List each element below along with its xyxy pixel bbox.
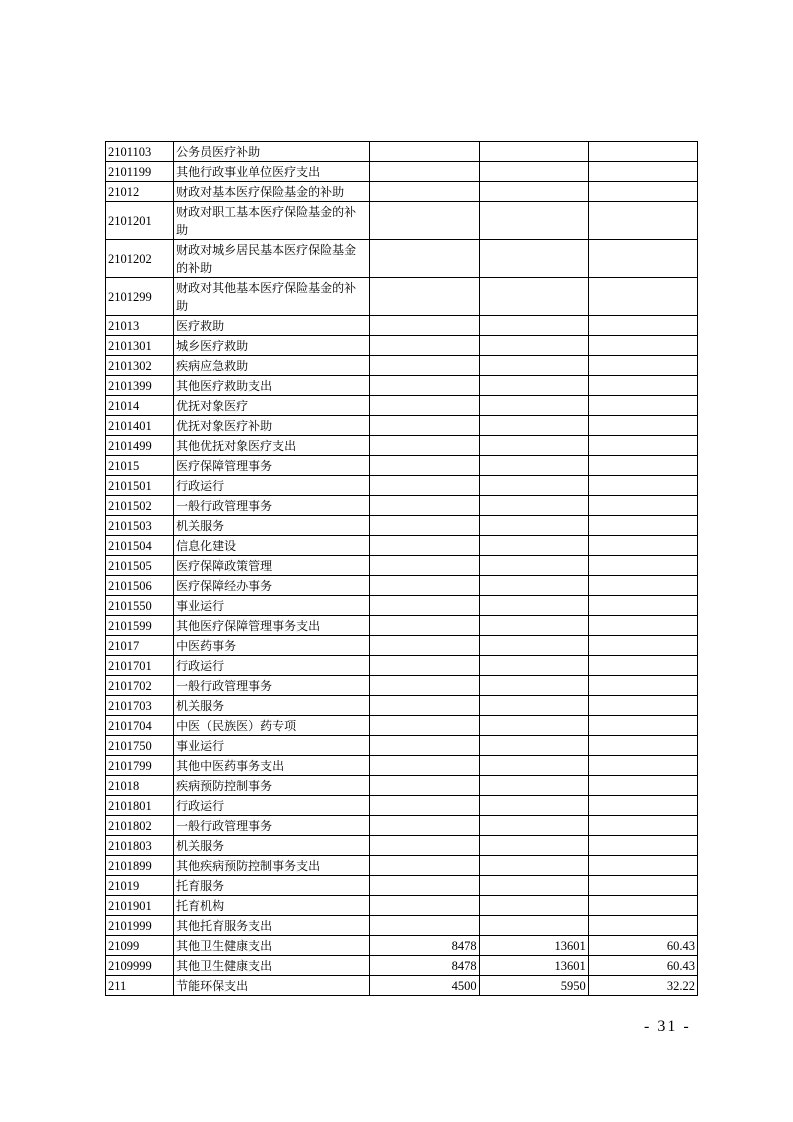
subject-name-cell: 公务员医疗补助 [174,142,370,162]
value-1-cell [370,536,479,556]
subject-code-cell: 2101299 [106,278,174,316]
subject-name-cell: 财政对其他基本医疗保险基金的补助 [174,278,370,316]
table-row [106,636,698,656]
value-3-cell [588,656,697,676]
subject-name-cell: 疾病预防控制事务 [174,776,370,796]
value-2-cell: 5950 [479,976,588,996]
budget-table [105,141,698,996]
subject-name-cell: 机关服务 [174,696,370,716]
page-number: - 31 - [644,1018,691,1035]
value-2-cell [479,162,588,182]
value-3-cell [588,162,697,182]
value-1-cell [370,696,479,716]
value-2-cell [479,896,588,916]
subject-name-cell: 行政运行 [174,656,370,676]
subject-code-cell: 2101302 [106,356,174,376]
subject-code-cell: 2101550 [106,596,174,616]
value-2-cell [479,816,588,836]
subject-code-cell: 2101201 [106,202,174,240]
value-1-cell [370,142,479,162]
value-2-cell [479,336,588,356]
value-2-cell [479,142,588,162]
table-row [106,240,698,278]
table-row [106,356,698,376]
subject-code-cell: 2101704 [106,716,174,736]
subject-code-cell: 2101999 [106,916,174,936]
subject-code-cell: 2101801 [106,796,174,816]
subject-code-cell: 2101799 [106,756,174,776]
table-row [106,476,698,496]
value-3-cell [588,596,697,616]
value-3-cell [588,278,697,316]
value-2-cell [479,776,588,796]
table-row [106,536,698,556]
subject-code-cell: 21017 [106,636,174,656]
value-1-cell [370,636,479,656]
table-row [106,516,698,536]
subject-code-cell: 2101202 [106,240,174,278]
subject-code-cell: 2101103 [106,142,174,162]
value-3-cell [588,240,697,278]
value-2-cell [479,556,588,576]
value-3-cell [588,696,697,716]
subject-code-cell: 2101901 [106,896,174,916]
subject-name-cell: 财政对基本医疗保险基金的补助 [174,182,370,202]
table-row [106,976,698,996]
table-row [106,142,698,162]
value-1-cell [370,182,479,202]
value-1-cell [370,616,479,636]
table-row [106,756,698,776]
subject-name-cell: 其他医疗救助支出 [174,376,370,396]
value-2-cell [479,316,588,336]
value-1-cell [370,596,479,616]
subject-name-cell: 行政运行 [174,796,370,816]
value-1-cell [370,162,479,182]
value-1-cell: 8478 [370,956,479,976]
subject-name-cell: 其他优抚对象医疗支出 [174,436,370,456]
subject-name-cell: 中医药事务 [174,636,370,656]
table-row [106,676,698,696]
value-1-cell [370,796,479,816]
table-row [106,736,698,756]
value-1-cell [370,240,479,278]
value-2-cell [479,916,588,936]
value-3-cell [588,836,697,856]
value-1-cell [370,376,479,396]
subject-name-cell: 优抚对象医疗 [174,396,370,416]
budget-table-body [106,142,698,996]
table-row [106,556,698,576]
table-row [106,336,698,356]
value-2-cell [479,516,588,536]
table-row [106,916,698,936]
subject-code-cell: 2101503 [106,516,174,536]
value-1-cell [370,756,479,776]
value-1-cell [370,436,479,456]
value-3-cell [588,496,697,516]
value-3-cell [588,396,697,416]
value-1-cell [370,776,479,796]
table-row [106,396,698,416]
subject-name-cell: 医疗保障经办事务 [174,576,370,596]
subject-code-cell: 2101750 [106,736,174,756]
subject-name-cell: 一般行政管理事务 [174,816,370,836]
value-3-cell [588,776,697,796]
table-row [106,816,698,836]
value-2-cell [479,396,588,416]
value-2-cell [479,436,588,456]
value-3-cell [588,436,697,456]
value-2-cell [479,796,588,816]
value-3-cell [588,416,697,436]
subject-name-cell: 优抚对象医疗补助 [174,416,370,436]
subject-name-cell: 财政对职工基本医疗保险基金的补助 [174,202,370,240]
value-3-cell [588,896,697,916]
subject-name-cell: 其他卫生健康支出 [174,956,370,976]
subject-code-cell: 2101803 [106,836,174,856]
subject-name-cell: 其他行政事业单位医疗支出 [174,162,370,182]
subject-code-cell: 2101401 [106,416,174,436]
table-row [106,956,698,976]
value-3-cell: 32.22 [588,976,697,996]
value-2-cell [479,836,588,856]
subject-code-cell: 2101399 [106,376,174,396]
table-row [106,836,698,856]
value-2-cell [479,876,588,896]
subject-name-cell: 城乡医疗救助 [174,336,370,356]
value-1-cell [370,278,479,316]
value-2-cell [479,356,588,376]
value-1-cell [370,816,479,836]
value-1-cell [370,416,479,436]
subject-name-cell: 医疗救助 [174,316,370,336]
subject-code-cell: 2101599 [106,616,174,636]
subject-code-cell: 21014 [106,396,174,416]
subject-code-cell: 21018 [106,776,174,796]
subject-code-cell: 21015 [106,456,174,476]
value-2-cell [479,182,588,202]
value-2-cell [479,636,588,656]
value-1-cell [370,336,479,356]
subject-code-cell: 2101301 [106,336,174,356]
value-2-cell [479,536,588,556]
value-1-cell [370,476,479,496]
value-1-cell [370,656,479,676]
subject-code-cell: 21019 [106,876,174,896]
value-2-cell [479,656,588,676]
subject-name-cell: 其他医疗保障管理事务支出 [174,616,370,636]
table-row [106,856,698,876]
value-3-cell [588,676,697,696]
value-3-cell [588,376,697,396]
value-2-cell [479,856,588,876]
subject-code-cell: 2101504 [106,536,174,556]
value-2-cell [479,676,588,696]
subject-name-cell: 机关服务 [174,516,370,536]
value-1-cell [370,516,479,536]
value-1-cell [370,556,479,576]
value-1-cell [370,876,479,896]
table-row [106,456,698,476]
subject-name-cell: 医疗保障政策管理 [174,556,370,576]
subject-code-cell: 2101199 [106,162,174,182]
value-3-cell [588,536,697,556]
value-3-cell: 60.43 [588,936,697,956]
table-row [106,202,698,240]
subject-name-cell: 节能环保支出 [174,976,370,996]
value-2-cell [479,202,588,240]
table-row [106,656,698,676]
value-1-cell [370,316,479,336]
value-3-cell [588,796,697,816]
table-row [106,182,698,202]
value-2-cell [479,456,588,476]
subject-name-cell: 信息化建设 [174,536,370,556]
table-row [106,876,698,896]
subject-code-cell: 2101802 [106,816,174,836]
value-2-cell [479,756,588,776]
value-1-cell: 4500 [370,976,479,996]
value-1-cell [370,456,479,476]
table-row [106,616,698,636]
subject-name-cell: 中医（民族医）药专项 [174,716,370,736]
table-row [106,376,698,396]
table-row [106,796,698,816]
subject-name-cell: 其他中医药事务支出 [174,756,370,776]
value-2-cell [479,616,588,636]
subject-name-cell: 其他疾病预防控制事务支出 [174,856,370,876]
subject-name-cell: 托育机构 [174,896,370,916]
value-3-cell [588,202,697,240]
table-row [106,496,698,516]
value-3-cell [588,716,697,736]
table-row [106,162,698,182]
value-1-cell [370,856,479,876]
value-3-cell [588,456,697,476]
value-2-cell: 13601 [479,936,588,956]
subject-code-cell: 2101505 [106,556,174,576]
subject-name-cell: 财政对城乡居民基本医疗保险基金的补助 [174,240,370,278]
table-row [106,776,698,796]
value-1-cell [370,202,479,240]
value-1-cell [370,576,479,596]
value-1-cell [370,716,479,736]
subject-code-cell: 2101506 [106,576,174,596]
table-row [106,416,698,436]
value-3-cell [588,516,697,536]
value-2-cell [479,376,588,396]
value-2-cell [479,240,588,278]
subject-name-cell: 事业运行 [174,736,370,756]
subject-code-cell: 2101703 [106,696,174,716]
value-2-cell [479,596,588,616]
value-2-cell [479,278,588,316]
subject-name-cell: 一般行政管理事务 [174,676,370,696]
subject-code-cell: 2101499 [106,436,174,456]
subject-code-cell: 2101502 [106,496,174,516]
value-2-cell: 13601 [479,956,588,976]
table-row [106,936,698,956]
subject-name-cell: 疾病应急救助 [174,356,370,376]
subject-name-cell: 事业运行 [174,596,370,616]
subject-name-cell: 其他卫生健康支出 [174,936,370,956]
value-2-cell [479,416,588,436]
subject-code-cell: 2101701 [106,656,174,676]
subject-code-cell: 211 [106,976,174,996]
value-3-cell [588,616,697,636]
value-3-cell [588,476,697,496]
value-3-cell [588,356,697,376]
subject-name-cell: 行政运行 [174,476,370,496]
value-1-cell [370,356,479,376]
table-row [106,316,698,336]
value-3-cell [588,142,697,162]
value-1-cell [370,676,479,696]
subject-code-cell: 21013 [106,316,174,336]
value-1-cell [370,916,479,936]
value-3-cell [588,916,697,936]
value-2-cell [479,696,588,716]
value-2-cell [479,716,588,736]
table-row [106,696,698,716]
value-2-cell [479,576,588,596]
value-1-cell: 8478 [370,936,479,956]
subject-name-cell: 一般行政管理事务 [174,496,370,516]
value-2-cell [479,736,588,756]
subject-code-cell: 2101702 [106,676,174,696]
value-3-cell [588,736,697,756]
value-3-cell [588,336,697,356]
value-2-cell [479,476,588,496]
subject-code-cell: 2101899 [106,856,174,876]
value-3-cell [588,756,697,776]
value-3-cell [588,856,697,876]
value-1-cell [370,896,479,916]
subject-code-cell: 2109999 [106,956,174,976]
value-3-cell [588,556,697,576]
value-1-cell [370,496,479,516]
value-1-cell [370,836,479,856]
value-3-cell [588,876,697,896]
value-3-cell [588,316,697,336]
table-row [106,278,698,316]
subject-code-cell: 21099 [106,936,174,956]
value-3-cell [588,816,697,836]
table-row [106,436,698,456]
value-3-cell [588,182,697,202]
value-3-cell: 60.43 [588,956,697,976]
value-1-cell [370,396,479,416]
table-row [106,596,698,616]
table-row [106,896,698,916]
subject-name-cell: 托育服务 [174,876,370,896]
subject-code-cell: 2101501 [106,476,174,496]
value-2-cell [479,496,588,516]
subject-name-cell: 机关服务 [174,836,370,856]
subject-name-cell: 医疗保障管理事务 [174,456,370,476]
subject-name-cell: 其他托育服务支出 [174,916,370,936]
value-3-cell [588,636,697,656]
value-1-cell [370,736,479,756]
table-row [106,716,698,736]
table-row [106,576,698,596]
subject-code-cell: 21012 [106,182,174,202]
value-3-cell [588,576,697,596]
